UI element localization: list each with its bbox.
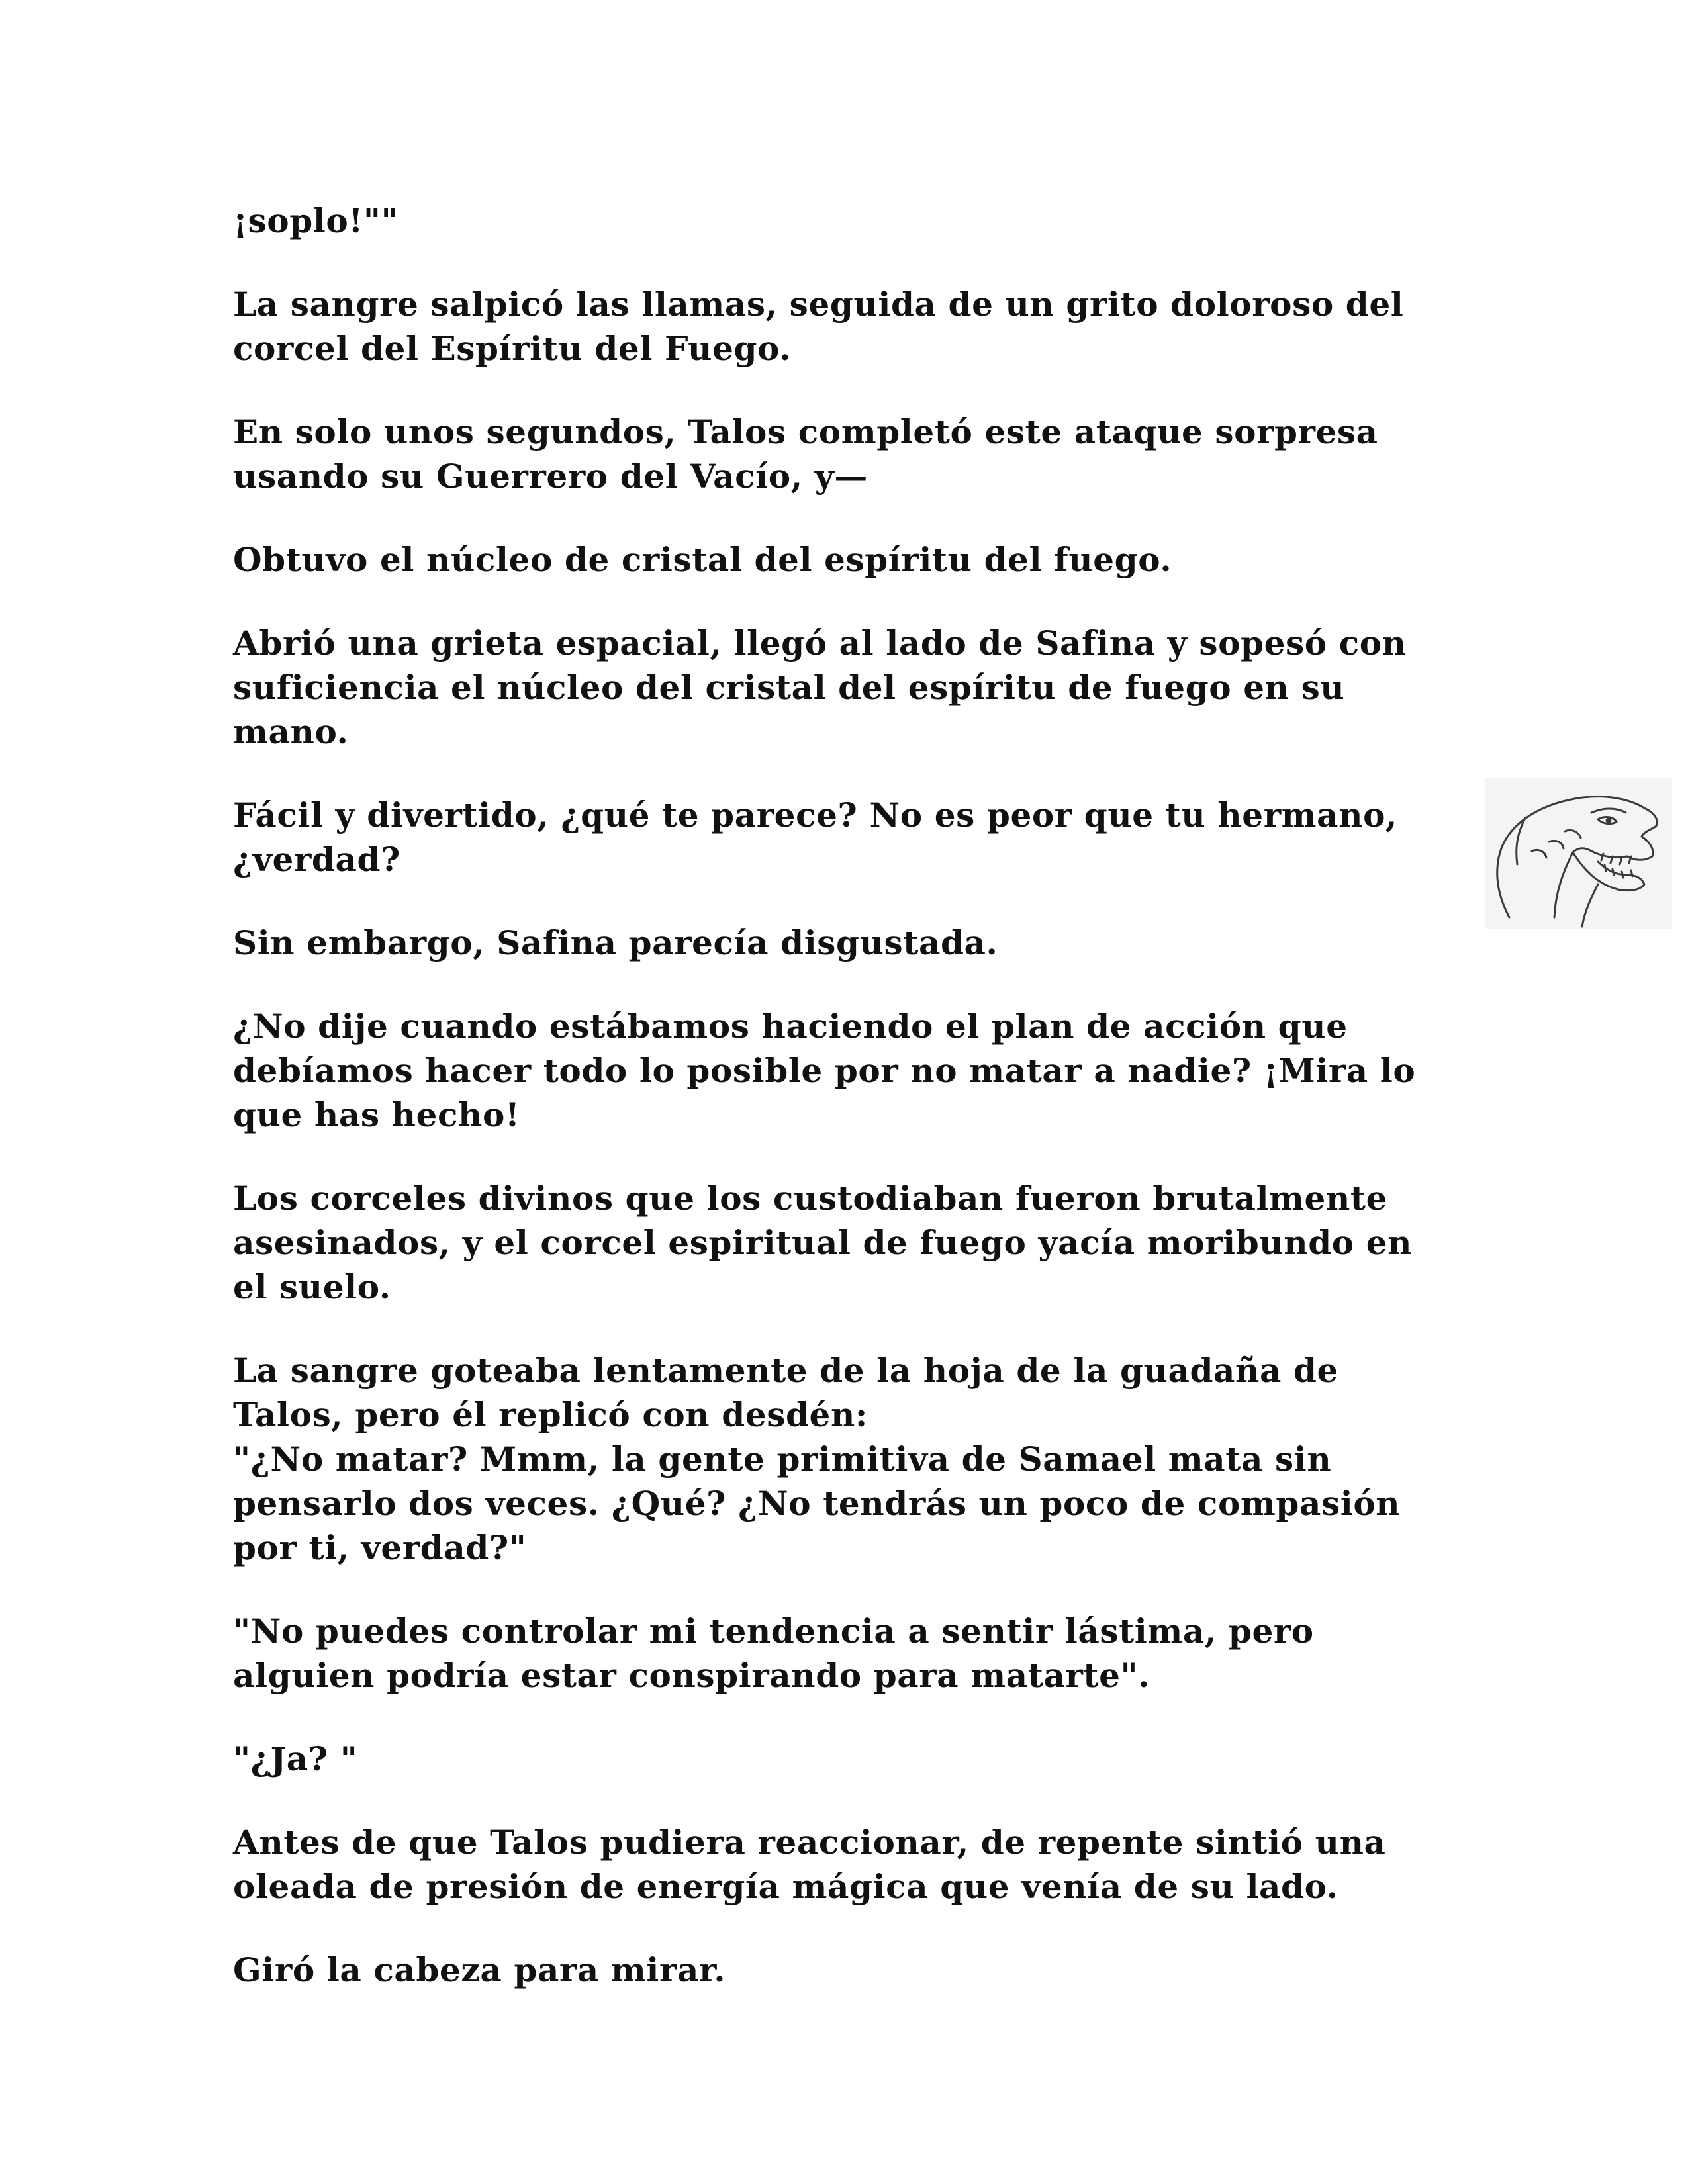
paragraph-14: Antes de que Talos pudiera reaccionar, de repente sintió una oleada de presión de energía mágica que venía de su lado.: [233, 1823, 1386, 1906]
dinosaur-head-sketch-icon: [1485, 778, 1672, 929]
paragraph-6: Fácil y divertido, ¿qué te parece? No es peor que tu hermano, ¿verdad?: [233, 796, 1398, 879]
paragraph-15: Giró la cabeza para mirar.: [233, 1950, 726, 1989]
paragraph-10: La sangre goteaba lentamente de la hoja de la guadaña de Talos, pero él replicó con desdén:: [233, 1351, 1338, 1434]
paragraph-5: Abrió una grieta espacial, llegó al lado de Safina y sopesó con suficiencia el núcleo del cristal del espíritu de fuego en su mano.: [233, 623, 1407, 751]
paragraph-1: ¡soplo!"": [233, 201, 399, 240]
paragraph-3: En solo unos segundos, Talos completó este ataque sorpresa usando su Guerrero del Vacío, y—: [233, 412, 1378, 496]
paragraph-2: La sangre salpicó las llamas, seguida de un grito doloroso del corcel del Espíritu del Fuego.: [233, 285, 1404, 368]
paragraph-11: "¿No matar? Mmm, la gente primitiva de Samael mata sin pensarlo dos veces. ¿Qué? ¿No tendrás un poco de compasión por ti, verdad?": [233, 1439, 1401, 1567]
paragraph-9: Los corceles divinos que los custodiaban fueron brutalmente asesinados, y el corcel espiritual de fuego yacía moribundo en el suelo.: [233, 1179, 1413, 1306]
paragraph-4: Obtuvo el núcleo de cristal del espíritu del fuego.: [233, 540, 1172, 579]
paragraph-7: Sin embargo, Safina parecía disgustada.: [233, 923, 998, 962]
paragraph-8: ¿No dije cuando estábamos haciendo el plan de acción que debíamos hacer todo lo posible por no matar a nadie? ¡Mira lo que has hecho!: [233, 1007, 1416, 1134]
paragraph-13: "¿Ja? ": [233, 1739, 358, 1778]
body-text: [233, 199, 1458, 2031]
paragraph-12: "No puedes controlar mi tendencia a sentir lástima, pero alguien podría estar conspirando para matarte".: [233, 1612, 1314, 1695]
